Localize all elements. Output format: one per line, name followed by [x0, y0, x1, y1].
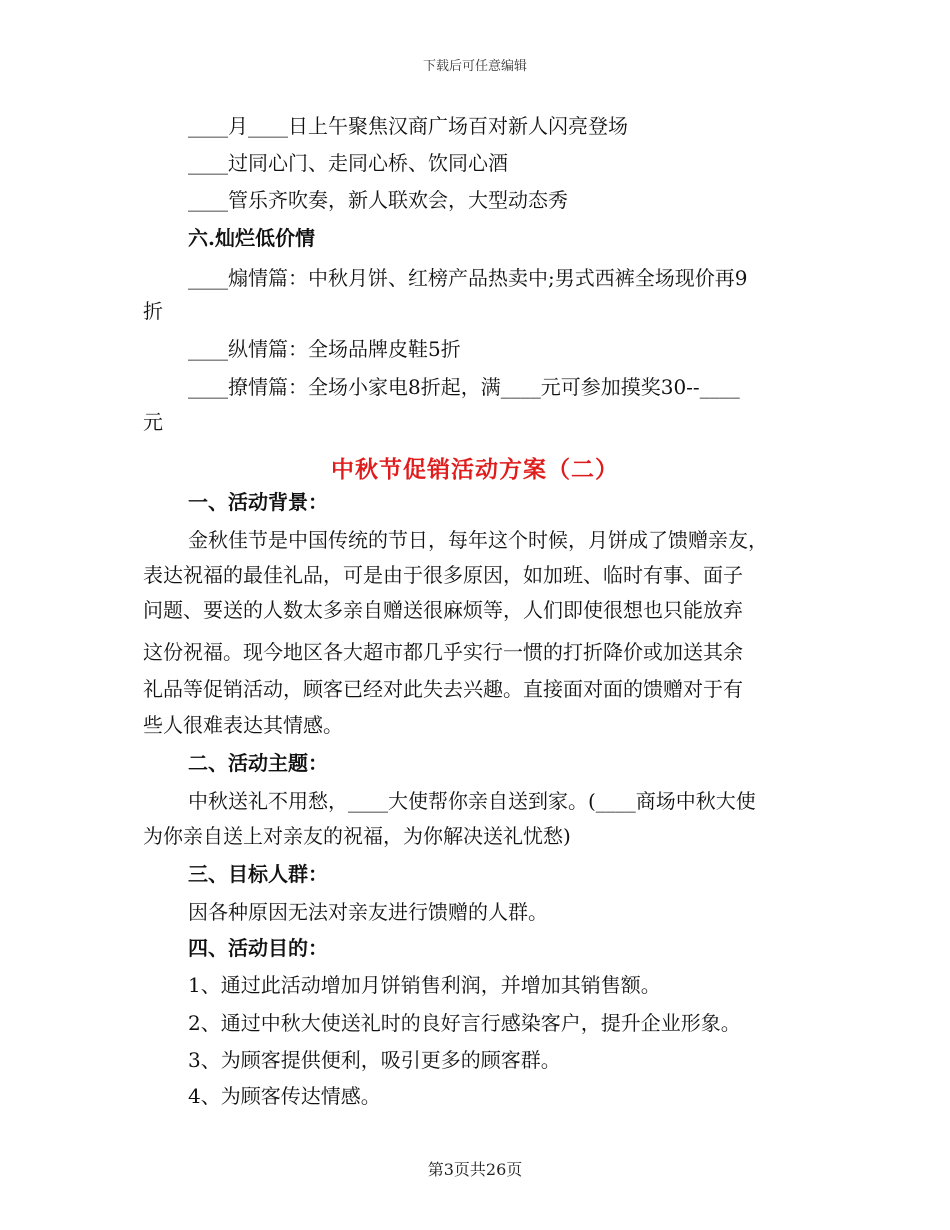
liao-qing-line-2: 元: [143, 410, 163, 434]
section-heading-1: 一、活动背景：: [188, 490, 328, 514]
schedule-line-2: ____过同心门、走同心桥、饮同心酒: [188, 151, 508, 175]
document-title: 中秋节促销活动方案（二）: [331, 456, 619, 483]
section-heading-2: 二、活动主题：: [188, 751, 328, 775]
schedule-line-3: ____管乐齐吹奏，新人联欢会，大型动态秀: [188, 188, 568, 212]
theme-line-1: 中秋送礼不用愁，____大使帮你亲自送到家。(____商场中秋大使: [188, 789, 756, 813]
background-line-5: 礼品等促销活动，顾客已经对此失去兴趣。直接面对面的馈赠对于有: [143, 677, 743, 701]
section-heading-6: 六.灿烂低价情: [188, 226, 315, 250]
target-line: 因各种原因无法对亲友进行馈赠的人群。: [188, 900, 548, 924]
section-heading-3: 三、目标人群：: [188, 862, 328, 886]
background-line-6: 些人很难表达其情感。: [143, 713, 343, 737]
liao-qing-line-1: ____撩情篇：全场小家电8折起，满____元可参加摸奖30--____: [188, 375, 740, 399]
shan-qing-line-2: 折: [143, 299, 163, 323]
header-note: 下载后可任意编辑: [422, 59, 527, 74]
shan-qing-line-1: ____煽情篇：中秋月饼、红榜产品热卖中;男式西裤全场现价再9: [188, 266, 748, 290]
goal-item-1: 1、通过此活动增加月饼销售利润，并增加其销售额。: [188, 973, 661, 997]
background-line-3: 问题、要送的人数太多亲自赠送很麻烦等，人们即使很想也只能放弃: [143, 598, 743, 622]
goal-item-4: 4、为顾客传达情感。: [188, 1084, 381, 1108]
goal-item-2: 2、通过中秋大使送礼时的良好言行感染客户，提升企业形象。: [188, 1011, 741, 1035]
section-heading-4: 四、活动目的：: [188, 936, 328, 960]
schedule-line-1: ____月____日上午聚焦汉商广场百对新人闪亮登场: [188, 114, 628, 138]
background-line-2: 表达祝福的最佳礼品，可是由于很多原因，如加班、临时有事、面子: [143, 563, 743, 587]
background-line-1: 金秋佳节是中国传统的节日，每年这个时候，月饼成了馈赠亲友，: [188, 528, 768, 552]
goal-item-3: 3、为顾客提供便利，吸引更多的顾客群。: [188, 1048, 561, 1072]
page-footer: 第3页共26页: [427, 1160, 523, 1179]
background-line-4: 这份祝福。现今地区各大超市都几乎实行一惯的打折降价或加送其余: [143, 640, 743, 664]
theme-line-2: 为你亲自送上对亲友的祝福，为你解决送礼忧愁): [143, 824, 571, 848]
zong-qing-line: ____纵情篇：全场品牌皮鞋5折: [188, 337, 461, 361]
